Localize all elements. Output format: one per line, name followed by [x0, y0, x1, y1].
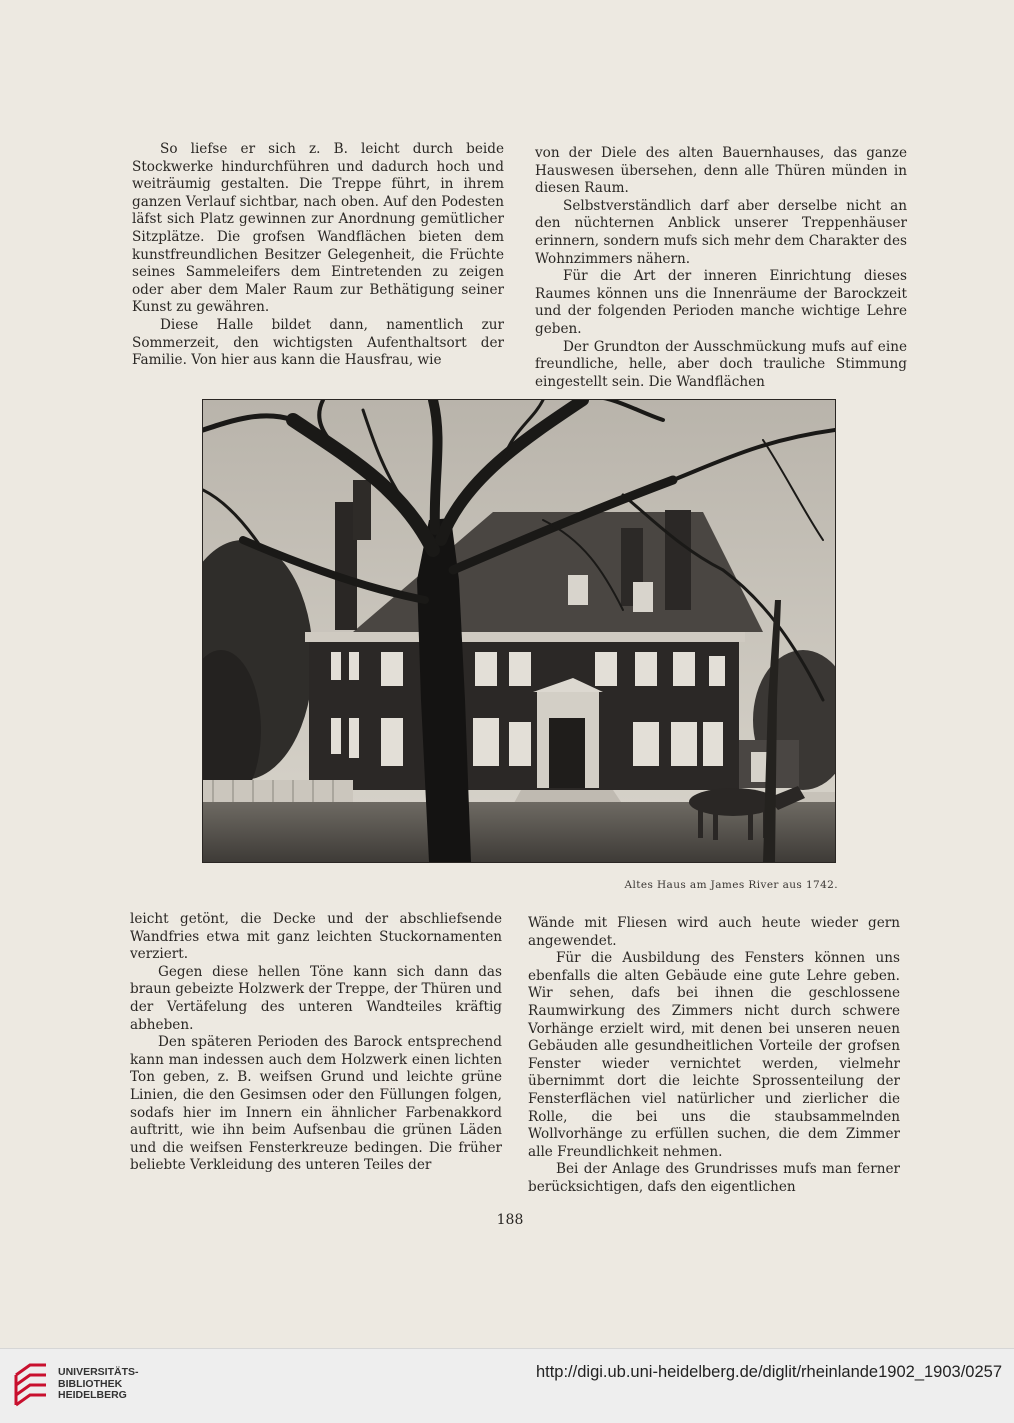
paragraph: Gegen diese hellen Töne kann sich dann das braun gebeizte Holzwerk der Treppe, der Thüren und der Vertäfelung des unteren Wandteiles kräftig abheben. [130, 963, 502, 1033]
library-name [58, 1367, 139, 1402]
paragraph: Den späteren Perioden des Barock entsprechend kann man indessen auch dem Holzwerk einen lichten Ton geben, z. B. weifsen Grund und leichte grüne Linien, die den Gesimsen oder den Füllungen folgen, sodafs hier im Innern ein ähnlicher Farbenakkord auftritt, wie ihn beim Aufsenbau die grünen Läden und die weifsen Fensterkreuze bedingen. Die früher beliebte Verkleidung des unteren Teiles der [130, 1034, 502, 1174]
photo-caption: Altes Haus am James River aus 1742. [624, 879, 838, 891]
paragraph: Selbstverständlich darf aber derselbe nicht an den nüchternen Anblick unserer Treppenhäuser erinnern, sondern mufs sich mehr dem Charakter des Wohnzimmers nähern. [535, 197, 907, 267]
paragraph: von der Diele des alten Bauernhauses, das ganze Hauswesen übersehen, denn alle Thüren münden in diesen Raum. [535, 145, 907, 197]
library-name-line: UNIVERSITÄTS- [58, 1366, 139, 1378]
library-name-line: BIBLIOTHEK [58, 1377, 123, 1390]
text-column-bottom-right [528, 915, 900, 1197]
paragraph: Für die Ausbildung des Fensters können uns ebenfalls die alten Gebäude eine gute Lehre geben. Wir sehen, dafs bei ihnen die geschlossene Raumwirkung des Zimmers nicht durch schwere Vorhänge erzielt wird, mit denen bei unseren neuen Gebäuden alle gesundheitlichen Vorteile der grofsen Fenster wieder vernichtet werden, vielmehr übernimmt dort die leichte Sprossenteilung der Fensterflächen viel natürlicher und zierlicher die Rolle, die bei uns die staubsammelnden Wollvorhänge zu erfüllen suchen, die dem Zimmer alle Freundlichkeit nehmen. [528, 950, 900, 1160]
paragraph: Bei der Anlage des Grundrisses mufs man ferner berücksichtigen, dafs den eigentlichen [528, 1161, 900, 1195]
library-name-line: HEIDELBERG [58, 1389, 127, 1401]
paragraph: Der Grundton der Ausschmückung mufs auf eine freundliche, helle, aber doch trauliche Stimmung eingestellt sein. Die Wandflächen [535, 338, 907, 390]
text-column-top-right [535, 145, 907, 391]
paragraph: leicht getönt, die Decke und der abschliefsende Wandfries etwa mit ganz leichten Stuckornamenten verziert. [130, 911, 502, 963]
library-logo-icon[interactable] [12, 1361, 50, 1407]
paragraph: Diese Halle bildet dann, namentlich zur Sommerzeit, den wichtigsten Aufenthaltsort der Familie. Von hier aus kann die Hausfrau, wie [132, 316, 504, 369]
page-number: 188 [496, 1212, 524, 1228]
text-column-top-left [132, 141, 504, 370]
paragraph: Wände mit Fliesen wird auch heute wieder gern angewendet. [528, 915, 900, 949]
house-photograph [202, 399, 836, 863]
viewer-footer [0, 1348, 1014, 1423]
paragraph: So liefse er sich z. B. leicht durch beide Stockwerke hindurchführen und dadurch hoch und weiträumig gestalten. Die Treppe führt, in ihrem ganzen Verlauf sichtbar, nach oben. Auf den Podesten läfst sich Platz gewinnen zur Anordnung gemütlicher Sitzplätze. Die grofsen Wandflächen bieten dem kunstfreundlichen Besitzer Gelegenheit, die Früchte seines Sammeleifers dem Eintretenden zu zeigen oder aber dem Maler Raum zur Bethätigung seiner Kunst zu gewähren. [132, 141, 504, 316]
paragraph: Für die Art der inneren Einrichtung dieses Raumes können uns die Innenräume der Barockzeit und der folgenden Perioden manche wichtige Lehre geben. [535, 268, 907, 337]
page-url[interactable]: http://digi.ub.uni-heidelberg.de/diglit/rheinlande1902_1903/0257 [535, 1363, 1002, 1381]
text-column-bottom-left [130, 911, 502, 1175]
